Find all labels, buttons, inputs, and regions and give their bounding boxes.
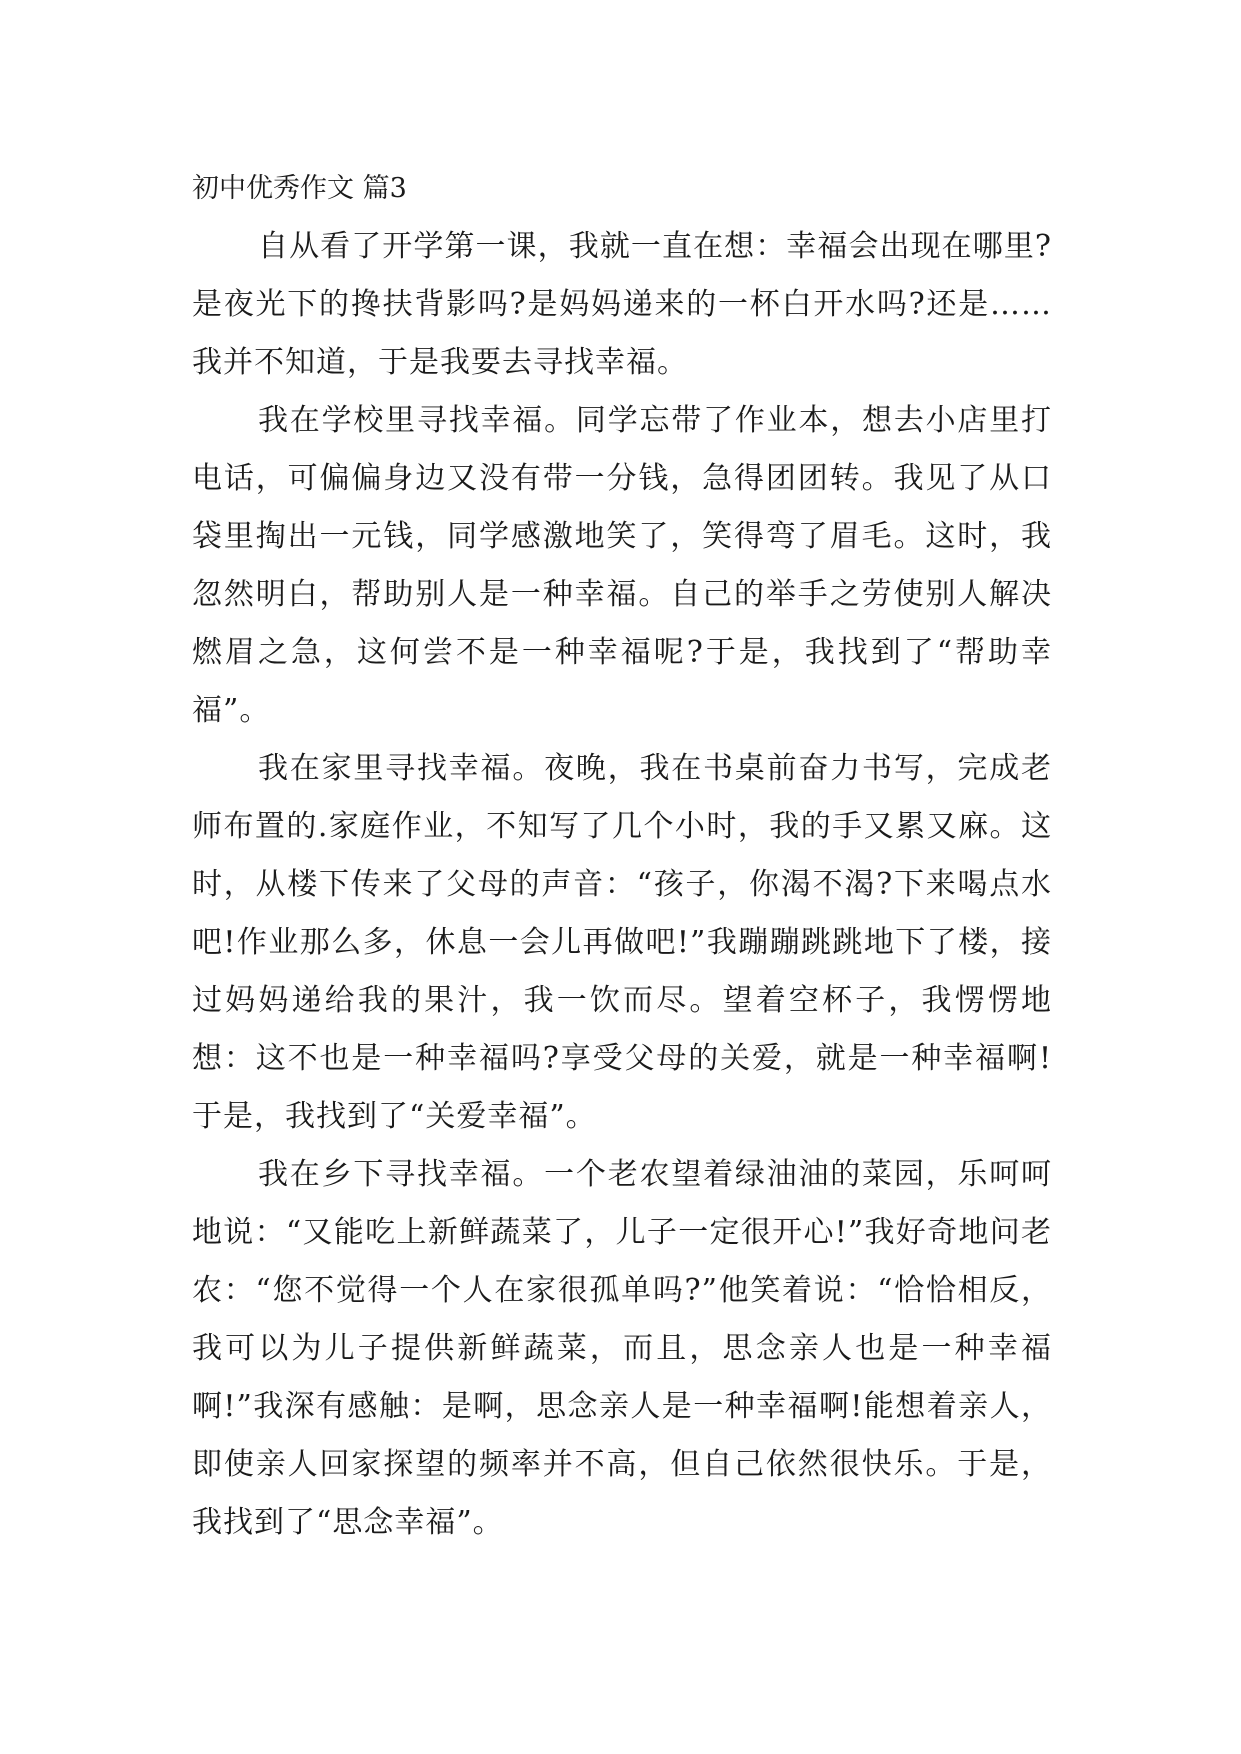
- essay-title: 初中优秀作文 篇3: [192, 173, 407, 204]
- paragraph-4: 我在乡下寻找幸福。一个老农望着绿油油的菜园，乐呵呵地说：“又能吃上新鲜蔬菜了，儿子一定很开心!”我好奇地问老农：“您不觉得一个人在家很孤单吗?”他笑着说：“恰恰相反，我可以为儿子提供新鲜蔬菜，而且，思念亲人也是一种幸福啊!”我深有感触：是啊，思念亲人是一种幸福啊!能想着亲人，即使亲人回家探望的频率并不高，但自己依然很快乐。于是，我找到了“思念幸福”。: [192, 1157, 1052, 1540]
- paragraph-3: 我在家里寻找幸福。夜晚，我在书桌前奋力书写，完成老师布置的.家庭作业，不知写了几个小时，我的手又累又麻。这时，从楼下传来了父母的声音：“孩子，你渴不渴?下来喝点水吧!作业那么多，休息一会儿再做吧!”我蹦蹦跳跳地下了楼，接过妈妈递给我的果汁，我一饮而尽。望着空杯子，我愣愣地想：这不也是一种幸福吗?享受父母的关爱，就是一种幸福啊!于是，我找到了“关爱幸福”。: [192, 751, 1052, 1134]
- paragraph-2: 我在学校里寻找幸福。同学忘带了作业本，想去小店里打电话，可偏偏身边又没有带一分钱，急得团团转。我见了从口袋里掏出一元钱，同学感激地笑了，笑得弯了眉毛。这时，我忽然明白，帮助别人是一种幸福。自己的举手之劳使别人解决燃眉之急，这何尝不是一种幸福呢?于是，我找到了“帮助幸福”。: [192, 403, 1052, 728]
- essay-body: [192, 160, 1052, 1552]
- paragraph-1: 自从看了开学第一课，我就一直在想：幸福会出现在哪里?是夜光下的搀扶背影吗?是妈妈递来的一杯白开水吗?还是……我并不知道，于是我要去寻找幸福。: [192, 229, 1052, 380]
